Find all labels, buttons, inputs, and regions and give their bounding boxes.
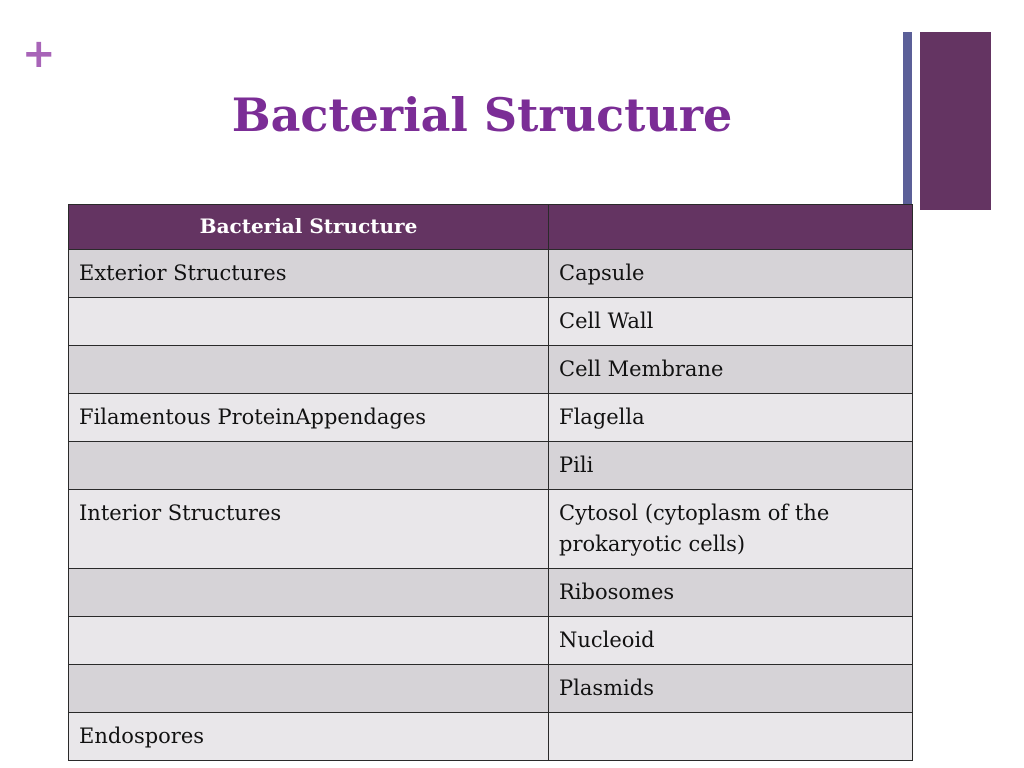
table-row	[69, 569, 913, 617]
table-row	[69, 617, 913, 665]
table-header-cell-blank	[549, 205, 913, 250]
table-row	[69, 394, 913, 442]
category-cell	[69, 569, 549, 617]
category-cell	[69, 617, 549, 665]
table-row	[69, 713, 913, 761]
item-cell: Cell Membrane	[549, 346, 913, 394]
table-row	[69, 490, 913, 569]
plus-icon: +	[22, 31, 56, 77]
table-row	[69, 665, 913, 713]
slide-title: Bacterial Structure	[231, 88, 733, 142]
table-row	[69, 346, 913, 394]
category-cell	[69, 442, 549, 490]
item-cell: Cell Wall	[549, 298, 913, 346]
category-cell: Filamentous ProteinAppendages	[69, 394, 549, 442]
item-cell: Capsule	[549, 250, 913, 298]
item-cell	[549, 713, 913, 761]
item-cell: Ribosomes	[549, 569, 913, 617]
category-cell: Interior Structures	[69, 490, 549, 569]
item-cell: Nucleoid	[549, 617, 913, 665]
item-cell: Plasmids	[549, 665, 913, 713]
item-cell: Flagella	[549, 394, 913, 442]
table-header-cell-structure: Bacterial Structure	[69, 205, 549, 250]
category-cell	[69, 665, 549, 713]
item-cell: Cytosol (cytoplasm of the prokaryotic cells)	[549, 490, 913, 569]
category-cell	[69, 298, 549, 346]
table-row	[69, 298, 913, 346]
category-cell: Exterior Structures	[69, 250, 549, 298]
item-cell: Pili	[549, 442, 913, 490]
category-cell: Endospores	[69, 713, 549, 761]
structure-table	[68, 204, 913, 761]
category-cell	[69, 346, 549, 394]
table-row	[69, 442, 913, 490]
table-header-row	[69, 205, 913, 250]
table-row	[69, 250, 913, 298]
